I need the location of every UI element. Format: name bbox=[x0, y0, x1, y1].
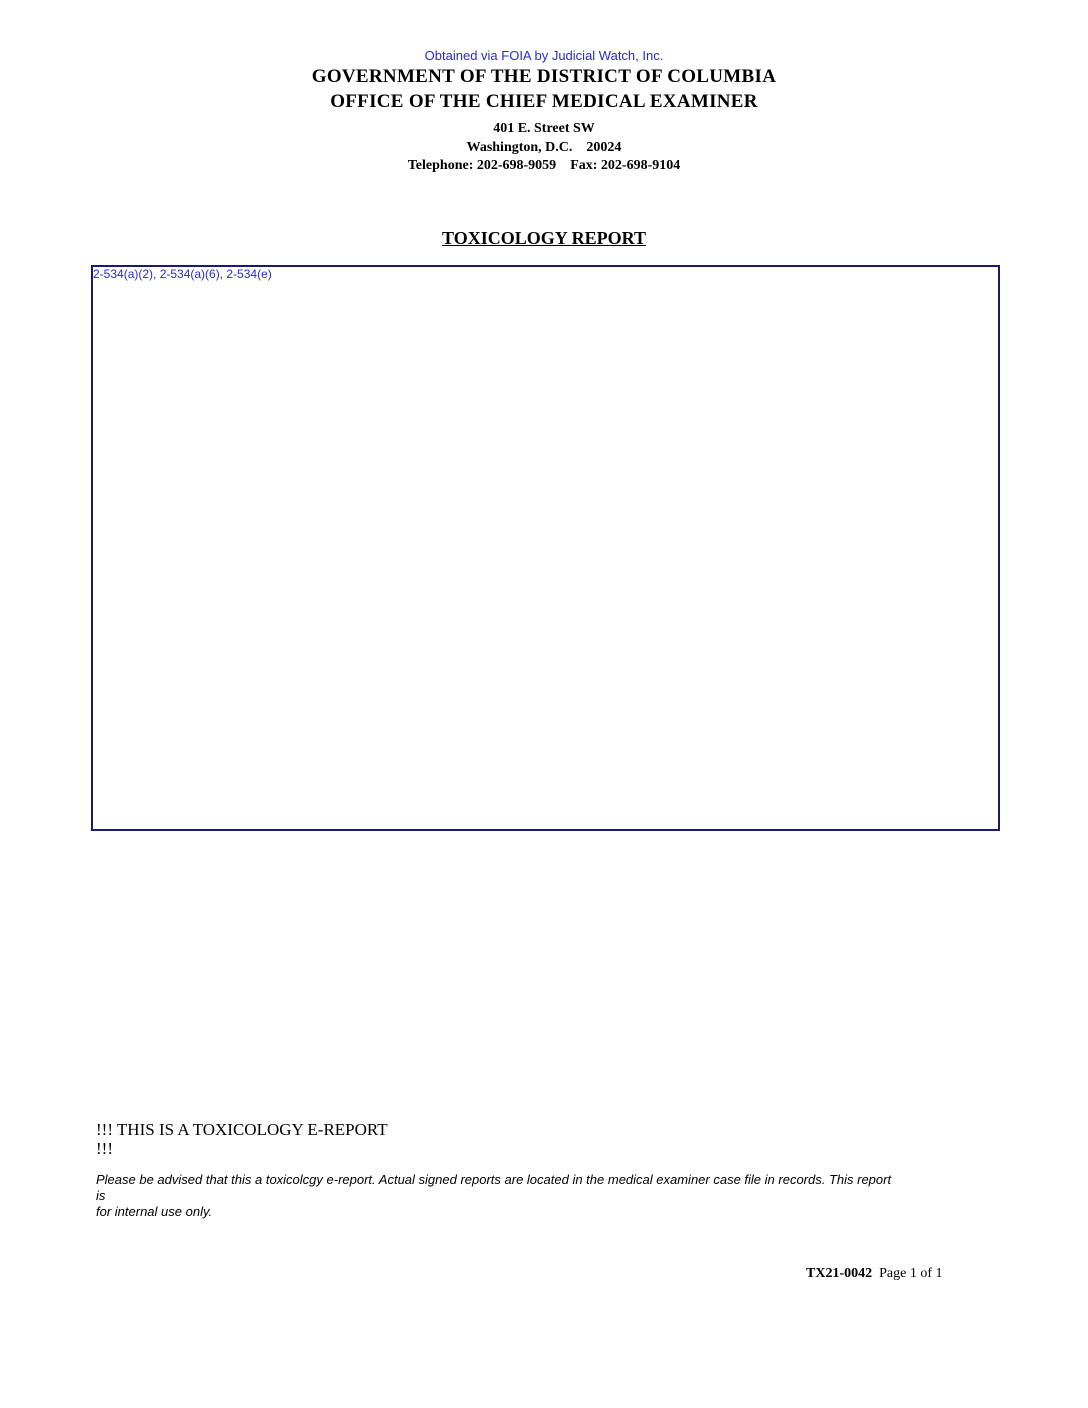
street-address: 401 E. Street SW bbox=[493, 121, 595, 136]
ereport-notice-line2: !!! bbox=[96, 1139, 113, 1158]
fax: Fax: 202-698-9104 bbox=[570, 158, 681, 173]
redacted-content-box bbox=[91, 265, 1000, 831]
contact-line bbox=[0, 158, 1088, 174]
report-title: TOXICOLOGY REPORT bbox=[442, 228, 646, 248]
advisory-line3: for internal use only. bbox=[96, 1204, 213, 1219]
advisory-line1: Please be advised that this a toxicolcgy e-report. Actual signed reports are located in the medical examiner case file in records. This report bbox=[96, 1172, 892, 1187]
agency-name: GOVERNMENT OF THE DISTRICT OF COLUMBIA bbox=[311, 66, 777, 87]
redaction-exemption-label: 2-534(a)(2), 2-534(a)(6), 2-534(e) bbox=[93, 267, 272, 281]
page-footer bbox=[806, 1266, 943, 1282]
city: Washington, D.C. bbox=[466, 140, 573, 155]
ereport-notice bbox=[96, 1120, 388, 1158]
ereport-notice-line1: !!! THIS IS A TOXICOLOGY E-REPORT bbox=[96, 1120, 388, 1139]
telephone: Telephone: 202-698-9059 bbox=[407, 158, 557, 173]
page-number: Page 1 of 1 bbox=[879, 1266, 943, 1281]
office-name: OFFICE OF THE CHIEF MEDICAL EXAMINER bbox=[330, 91, 758, 112]
case-number: TX21-0042 bbox=[806, 1266, 873, 1281]
zip-code: 20024 bbox=[586, 140, 622, 155]
advisory-text bbox=[96, 1172, 996, 1220]
advisory-line2: is bbox=[96, 1188, 106, 1203]
foia-watermark: Obtained via FOIA by Judicial Watch, Inc. bbox=[424, 48, 664, 63]
city-line bbox=[0, 140, 1088, 156]
